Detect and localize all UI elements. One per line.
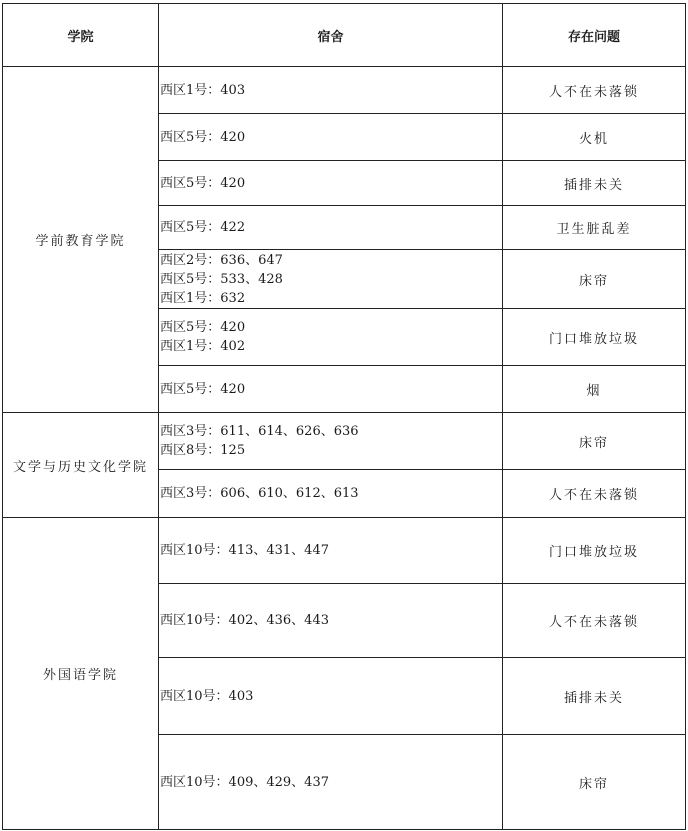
dorm-line: 西区5号：533、428	[160, 271, 283, 287]
header-issue: 存在问题	[503, 4, 686, 67]
dorm-cell	[159, 206, 503, 250]
header-dorm: 宿舍	[159, 4, 503, 67]
dorm-line: 西区3号：611、614、626、636	[160, 424, 359, 439]
issue-cell: 火机	[503, 114, 686, 161]
issue-cell: 门口堆放垃圾	[503, 309, 686, 366]
dorm-line: 西区3号：606、610、612、613	[160, 486, 359, 501]
dorm-cell	[159, 366, 503, 413]
dorm-cell	[159, 309, 503, 366]
dorm-cell	[159, 114, 503, 161]
issue-cell: 床帘	[503, 413, 686, 470]
dorm-line: 西区1号：403	[160, 82, 246, 98]
dorm-line: 西区1号：402	[160, 339, 246, 354]
dorm-line: 西区8号：125	[160, 443, 246, 458]
college-cell: 学前教育学院	[3, 67, 159, 413]
issue-cell: 卫生脏乱差	[503, 206, 686, 250]
dorm-line: 西区10号：413、431、447	[160, 543, 329, 558]
issue-cell: 烟	[503, 366, 686, 413]
dorm-cell	[159, 67, 503, 114]
dorm-line: 西区10号：409、429、437	[160, 774, 329, 790]
issue-cell: 床帘	[503, 735, 686, 830]
table-row	[3, 413, 686, 470]
dorm-line: 西区1号：632	[160, 290, 246, 306]
dorm-line: 西区5号：420	[160, 175, 246, 191]
dorm-line: 西区5号：420	[160, 129, 246, 145]
college-cell: 文学与历史文化学院	[3, 413, 159, 518]
header-row	[3, 4, 686, 67]
dorm-line: 西区5号：420	[160, 381, 246, 397]
issue-cell: 床帘	[503, 250, 686, 309]
dorm-cell	[159, 413, 503, 470]
dorm-line: 西区2号：636、647	[160, 252, 283, 268]
issue-cell: 插排未关	[503, 161, 686, 206]
dorm-cell	[159, 584, 503, 658]
table-body	[3, 67, 686, 830]
dorm-cell	[159, 735, 503, 830]
dorm-cell	[159, 250, 503, 309]
dorm-cell	[159, 470, 503, 518]
issue-cell: 人不在未落锁	[503, 470, 686, 518]
table-row	[3, 67, 686, 114]
dorm-line: 西区5号：420	[160, 320, 246, 335]
inspection-table	[2, 3, 686, 830]
issue-cell: 人不在未落锁	[503, 67, 686, 114]
table-row	[3, 518, 686, 584]
header-college: 学院	[3, 4, 159, 67]
college-cell: 外国语学院	[3, 518, 159, 830]
dorm-line: 西区5号：422	[160, 220, 246, 235]
dorm-line: 西区10号：402、436、443	[160, 613, 329, 628]
issue-cell: 门口堆放垃圾	[503, 518, 686, 584]
dorm-cell	[159, 518, 503, 584]
dorm-line: 西区10号：403	[160, 688, 254, 704]
issue-cell: 人不在未落锁	[503, 584, 686, 658]
issue-cell: 插排未关	[503, 658, 686, 735]
dorm-cell	[159, 161, 503, 206]
dorm-cell	[159, 658, 503, 735]
